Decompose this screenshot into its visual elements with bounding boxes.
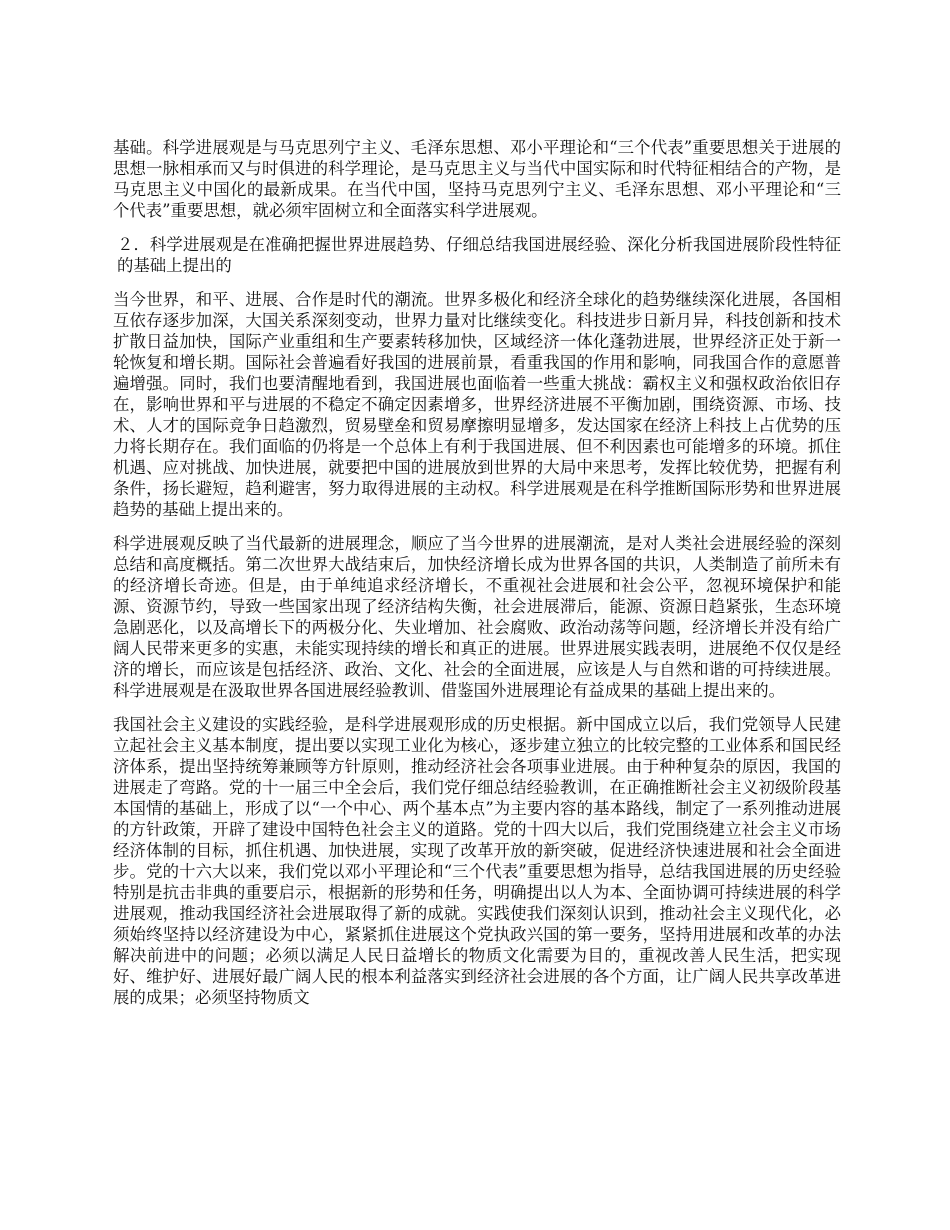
section-heading-2: ２．科学进展观是在准确把握世界进展趋势、仔细总结我国进展经验、深化分析我国进展阶段性特征的基础上提出的 xyxy=(117,235,841,275)
paragraph-world-trends: 当今世界，和平、进展、合作是时代的潮流。世界多极化和经济全球化的趋势继续深化进展，各国相互依存逐步加深，大国关系深刻变动，世界力量对比继续变化。科技进步日新月异，科技创新和技术扩散日益加快，国际产业重组和生产要素转移加快，区域经济一体化蓬勃进展，世界经济正处于新一轮恢复和增长期。国际社会普遍看好我国的进展前景，看重我国的作用和影响，同我国合作的意愿普遍增强。同时，我们也要清醒地看到，我国进展也面临着一些重大挑战：霸权主义和强权政治依旧存在，影响世界和平与进展的不稳定不确定因素增多，世界经济进展不平衡加剧，围绕资源、市场、技术、人才的国际竞争日趋激烈，贸易壁垒和贸易摩擦明显增多，发达国家在经济上科技上占优势的压力将长期存在。我们面临的仍将是一个总体上有利于我国进展、但不利因素也可能增多的环境。抓住机遇、应对挑战、加快进展，就要把中国的进展放到世界的大局中来思考，发挥比较优势，把握有利条件，扬长避短，趋利避害，努力取得进展的主动权。科学进展观是在科学推断国际形势和世界进展趋势的基础上提出来的。 xyxy=(113,290,841,519)
document-body xyxy=(113,137,841,1021)
paragraph-practical-experience: 我国社会主义建设的实践经验，是科学进展观形成的历史根据。新中国成立以后，我们党领导人民建立起社会主义基本制度，提出要以实现工业化为核心，逐步建立独立的比较完整的工业体系和国民经济体系，提出坚持统筹兼顾等方针原则，推动经济社会各项事业进展。由于种种复杂的原因，我国的进展走了弯路。党的十一届三中全会后，我们党仔细总结经验教训，在正确推断社会主义初级阶段基本国情的基础上，形成了以“一个中心、两个基本点”为主要内容的基本路线，制定了一系列推动进展的方针政策，开辟了建设中国特色社会主义的道路。党的十四大以后，我们党围绕建立社会主义市场经济体制的目标，抓住机遇、加快进展，实现了改革开放的新突破，促进经济快速进展和社会全面进步。党的十六大以来，我们党以邓小平理论和“三个代表”重要思想为指导，总结我国进展的历史经验特别是抗击非典的重要启示，根据新的形势和任务，明确提出以人为本、全面协调可持续进展的科学进展观，推动我国经济社会进展取得了新的成就。实践使我们深刻认识到，推动社会主义现代化，必须始终坚持以经济建设为中心，紧紧抓住进展这个党执政兴国的第一要务，坚持用进展和改革的办法解决前进中的问题；必须以满足人民日益增长的物质文化需要为目的，重视改善人民生活，把实现好、维护好、进展好最广阔人民的根本利益落实到经济社会进展的各个方面，让广阔人民共享改革进展的成果；必须坚持物质文 xyxy=(113,715,841,1007)
paragraph-intro-conclusion: 基础。科学进展观是与马克思列宁主义、毛泽东思想、邓小平理论和“三个代表”重要思想关于进展的思想一脉相承而又与时俱进的科学理论，是马克思主义与当代中国实际和时代特征相结合的产物，是马克思主义中国化的最新成果。在当代中国，坚持马克思列宁主义、毛泽东思想、邓小平理论和“三个代表”重要思想，就必须牢固树立和全面落实科学进展观。 xyxy=(113,138,841,220)
paragraph-development-concept: 科学进展观反映了当代最新的进展理念，顺应了当今世界的进展潮流，是对人类社会进展经验的深刻总结和高度概括。第二次世界大战结束后，加快经济增长成为世界各国的共识，人类制造了前所未有的经济增长奇迹。但是，由于单纯追求经济增长，不重视社会进展和社会公平，忽视环境保护和能源、资源节约，导致一些国家出现了经济结构失衡，社会进展滞后，能源、资源日趋紧张，生态环境急剧恶化，以及高增长下的两极分化、失业增加、社会腐败、政治动荡等问题，经济增长并没有给广阔人民带来更多的实惠，未能实现持续的增长和真正的进展。世界进展实践表明，进展绝不仅仅是经济的增长，而应该是包括经济、政治、文化、社会的全面进展，应该是人与自然和谐的可持续进展。科学进展观是在汲取世界各国进展经验教训、借鉴国外进展理论有益成果的基础上提出来的。 xyxy=(113,534,841,700)
